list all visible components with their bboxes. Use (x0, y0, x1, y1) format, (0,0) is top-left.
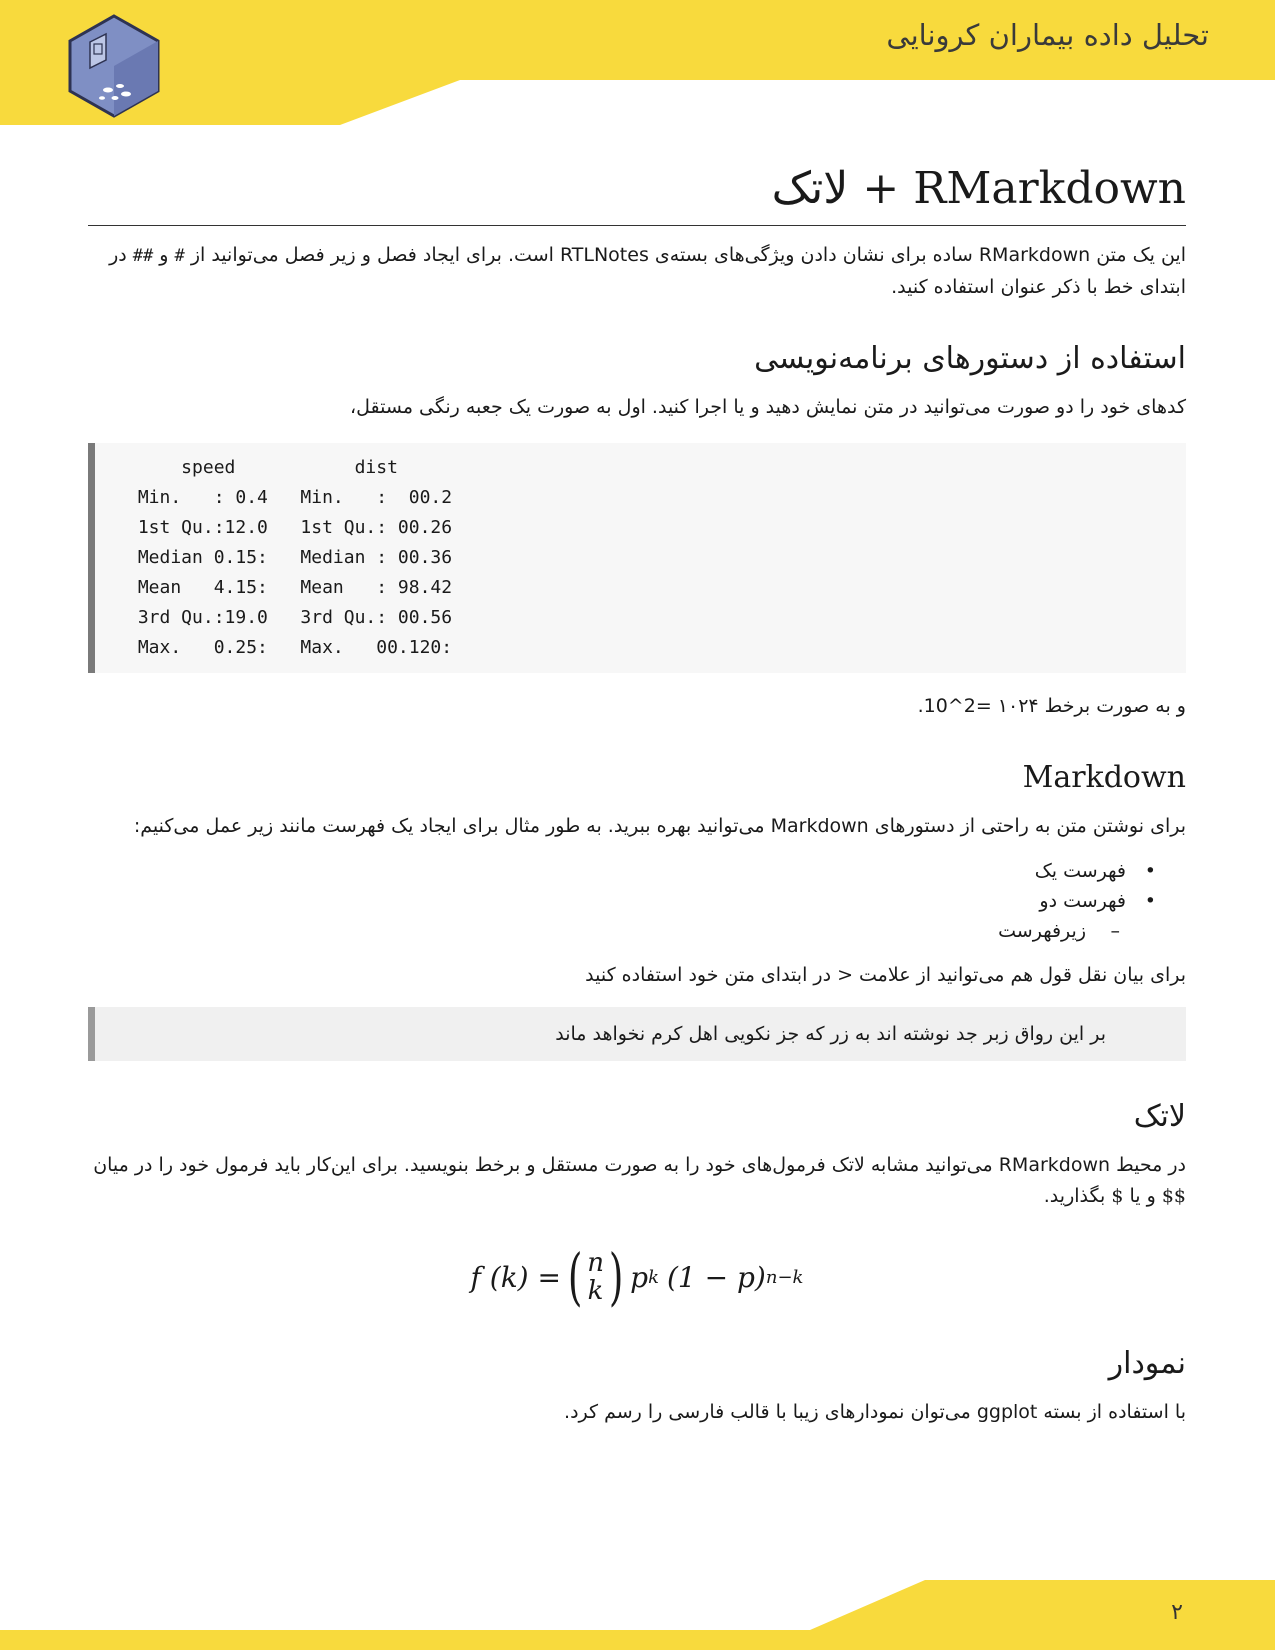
section-heading-code: استفاده از دستورهای برنامه‌نویسی (754, 341, 1186, 377)
formula-p: p (630, 1260, 649, 1294)
chart-paragraph: با استفاده از بسته ggplot می‌توان نمودارهای زیبا با قالب فارسی را رسم کرد. (564, 1401, 1186, 1424)
bullet-icon: • (1144, 860, 1156, 883)
code-line: 1st Qu.:12.0 1st Qu.: 00.26 (127, 517, 453, 539)
binom-top: n (587, 1247, 604, 1278)
footer-band (0, 1580, 1275, 1650)
bullet-icon: • (1144, 890, 1156, 913)
section-heading-latex: لاتک (1133, 1099, 1186, 1135)
intro-paragraph: این یک متن RMarkdown ساده برای نشان دادن ویژگی‌های بسته‌ی RTLNotes است. برای ایجاد فصل و زیر فصل می‌توانید از # و ## در ابتدای خط با ذکر عنوان استفاده کنید. (109, 244, 1186, 299)
inline-result: ۱۰۲۴ =2^10. (917, 695, 1039, 718)
code-line: 3rd Qu.:19.0 3rd Qu.: 00.56 (127, 607, 453, 629)
double-hash-code: ## (132, 246, 154, 267)
code-line: Min. : 0.4 Min. : 00.2 (127, 487, 453, 509)
sub-list-item: – زیرفهرست (88, 916, 1086, 946)
list-item: • فهرست دو – زیرفهرست (88, 886, 1126, 946)
double-dollar: $$ (1161, 1185, 1186, 1208)
quote-lead-paragraph: برای بیان نقل قول هم می‌توانید از علامت < در ابتدای متن خود استفاده کنید (585, 964, 1186, 987)
markdown-lead-paragraph: برای نوشتن متن به راحتی از دستورهای Markdown می‌توانید بهره ببرید. به طور مثال برای ایجاد یک فهرست مانند زیر عمل می‌کنیم: (133, 815, 1186, 838)
blockquote: بر این رواق زبر جد نوشته اند به زر که جز نکویی اهل کرم نخواهد ماند (88, 1007, 1186, 1061)
section-heading-chart: نمودار (1108, 1346, 1186, 1382)
sub-list (88, 916, 1126, 946)
code-line: Mean 4.15: Mean : 98.42 (127, 577, 453, 599)
latex-paragraph: در محیط RMarkdown می‌توانید مشابه لاتک فرمول‌های خود را به صورت مستقل و برخط بنویسید. برای این‌کار باید فرمول خود را در میان $$ و یا $ بگذارید. (93, 1154, 1186, 1208)
inline-code-paragraph: و به صورت برخط ۱۰۲۴ =2^10. (917, 695, 1186, 718)
code-block (88, 443, 1186, 673)
single-dollar: $ (1111, 1185, 1124, 1208)
display-formula (88, 1240, 1186, 1314)
header-title: تحلیل داده بیماران کرونایی (886, 18, 1209, 52)
code-line: Max. 0.25: Max. 00.120: (127, 637, 453, 659)
formula-paren: (1 − p) (667, 1260, 766, 1294)
document-body (88, 160, 1186, 1442)
page-title: RMarkdown + لاتک (88, 160, 1186, 226)
code-line: speed dist (127, 457, 398, 479)
section-heading-markdown: Markdown (1022, 760, 1186, 796)
dash-icon: – (1110, 920, 1120, 943)
formula-paren-exponent: n−k (765, 1266, 804, 1288)
list-item: • فهرست یک (88, 856, 1126, 886)
formula-lhs: f (k) = (470, 1260, 561, 1294)
page-number: ۲ (1171, 1600, 1183, 1625)
binom-bottom: k (587, 1276, 604, 1307)
formula-p-exponent: k (648, 1266, 659, 1288)
hash-code: # (174, 246, 185, 267)
logo-icon (68, 14, 160, 118)
bullet-list (88, 856, 1186, 946)
code-lead-paragraph: کدهای خود را دو صورت می‌توانید در متن نمایش دهید و یا اجرا کنید. اول به صورت یک جعبه رنگی مستقل، (350, 396, 1186, 419)
code-line: Median 0.15: Median : 00.36 (127, 547, 453, 569)
binomial-coefficient: ( n k ) (567, 1240, 624, 1314)
